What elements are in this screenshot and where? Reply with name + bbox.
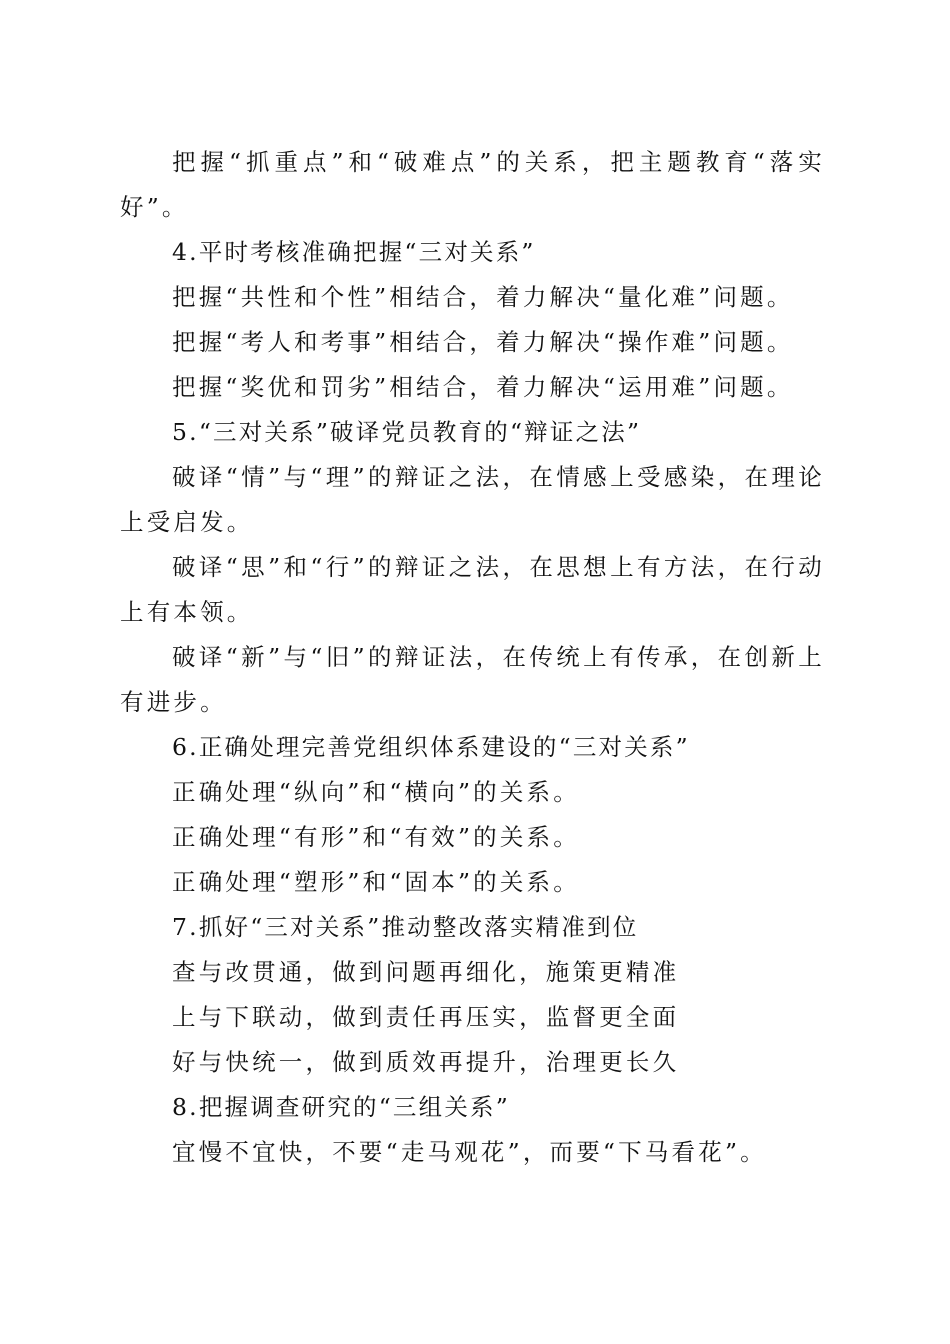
paragraph-slow-not-fast: 宜慢不宜快，不要“走马观花”，而要“下马看花”。 xyxy=(172,1138,767,1166)
paragraph-emotion-and-reason: 破译“情”与“理”的辩证之法，在情感上受感染，在理论上受启发。 xyxy=(120,463,825,536)
paragraph-tangible-effective: 正确处理“有形”和“有效”的关系。 xyxy=(172,823,580,851)
heading-6-organization: 6.正确处理完善党组织体系建设的“三对关系” xyxy=(172,733,690,761)
paragraph-good-and-fast: 好与快统一，做到质效再提升，治理更长久 xyxy=(172,1048,680,1076)
paragraph-commonality-individuality: 把握“共性和个性”相结合，着力解决“量化难”问题。 xyxy=(172,283,794,311)
paragraph-people-and-work: 把握“考人和考事”相结合，着力解决“操作难”问题。 xyxy=(172,328,794,356)
paragraph-reward-and-punish: 把握“奖优和罚劣”相结合，着力解决“运用难”问题。 xyxy=(172,373,794,401)
heading-5-dialectics: 5.“三对关系”破译党员教育的“辩证之法” xyxy=(172,418,642,446)
document-body xyxy=(120,140,825,1175)
paragraph-check-and-fix: 查与改贯通，做到问题再细化，施策更精准 xyxy=(172,958,680,986)
heading-4-assessment: 4.平时考核准确把握“三对关系” xyxy=(172,238,536,266)
paragraph-top-and-bottom: 上与下联动，做到责任再压实，监督更全面 xyxy=(172,1003,680,1031)
heading-7-rectification: 7.抓好“三对关系”推动整改落实精准到位 xyxy=(172,913,639,941)
paragraph-shape-foundation: 正确处理“塑形”和“固本”的关系。 xyxy=(172,868,580,896)
paragraph-new-and-old: 破译“新”与“旧”的辩证法，在传统上有传承，在创新上有进步。 xyxy=(120,643,825,716)
paragraph-vertical-horizontal: 正确处理“纵向”和“横向”的关系。 xyxy=(172,778,580,806)
heading-8-research: 8.把握调查研究的“三组关系” xyxy=(172,1093,510,1121)
paragraph-thought-and-action: 破译“思”和“行”的辩证之法，在思想上有方法，在行动上有本领。 xyxy=(120,553,825,626)
paragraph-grasp-key-points: 把握“抓重点”和“破难点”的关系，把主题教育“落实好”。 xyxy=(120,148,825,221)
